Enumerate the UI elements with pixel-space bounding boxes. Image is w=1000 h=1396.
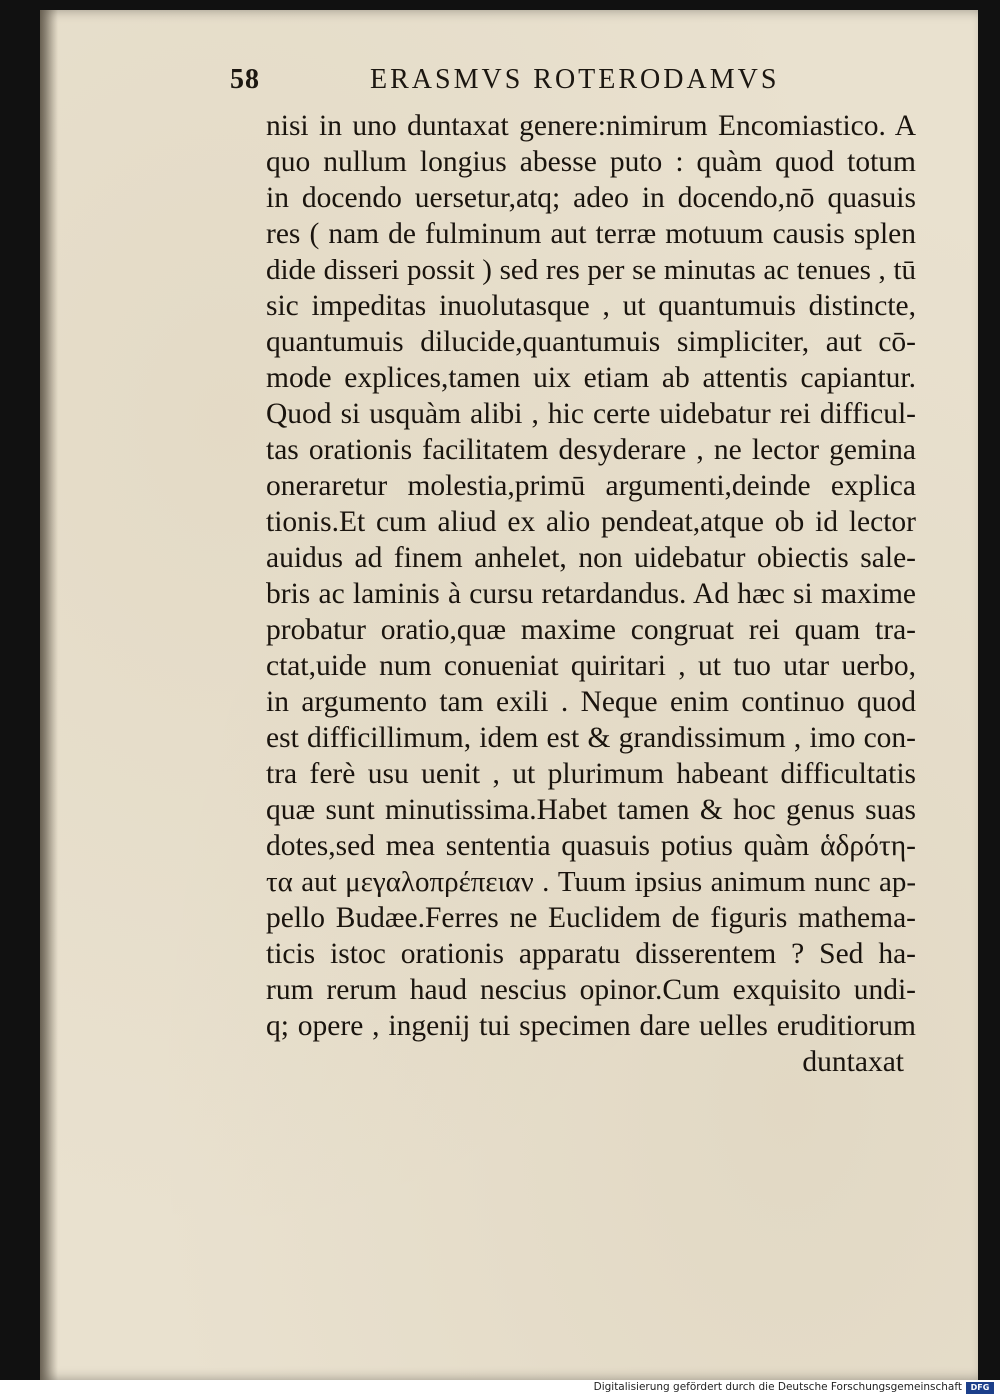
- page-number: 58: [230, 64, 260, 95]
- text-line: oneraretur molestia,primū argumenti,deinde explica: [266, 470, 916, 502]
- text-line: pello Budæe.Ferres ne Euclidem de figuris mathema-: [266, 902, 916, 934]
- text-line: nisi in uno duntaxat genere:nimirum Encomiastico. A: [266, 110, 916, 142]
- text-line: tionis.Et cum aliud ex alio pendeat,atque ob id lector: [266, 506, 916, 538]
- body-text: [266, 108, 916, 1080]
- text-line: quo nullum longius abesse puto : quàm quod totum: [266, 146, 916, 178]
- gutter-shadow: [40, 10, 58, 1380]
- text-line: ticis istoc orationis apparatu disserentem ? Sed ha-: [266, 938, 916, 970]
- text-line: rum rerum haud nescius opinor.Cum exquisito undi-: [266, 974, 916, 1006]
- page-header: [230, 64, 910, 104]
- text-line: dotes,sed mea sententia quasuis potius quàm ἁδρότη-: [266, 830, 916, 862]
- text-line: sic impeditas inuolutasque , ut quantumuis distincte,: [266, 290, 916, 322]
- text-line: τα aut μεγαλοπρέπειαν . Tuum ipsius animum nunc ap-: [266, 866, 916, 898]
- text-line: probatur oratio,quæ maxime congruat rei quam tra-: [266, 614, 916, 646]
- text-line: q; opere , ingenij tui specimen dare uelles eruditiorum: [266, 1010, 916, 1042]
- text-line: mode explices,tamen uix etiam ab attentis capiantur.: [266, 362, 916, 394]
- text-line: tra ferè usu uenit , ut plurimum habeant difficultatis: [266, 758, 916, 790]
- text-line: dide disseri possit ) sed res per se minutas ac tenues , tū: [266, 254, 916, 286]
- text-line: Quod si usquàm alibi , hic certe uidebatur rei difficul-: [266, 398, 916, 430]
- text-line: in docendo uersetur,atq; adeo in docendo,nō quasuis: [266, 182, 916, 214]
- text-line: auidus ad finem anhelet, non uidebatur obiectis sale-: [266, 542, 916, 574]
- dfg-logo: DFG: [966, 1382, 994, 1394]
- text-line: res ( nam de fulminum aut terræ motuum causis splen: [266, 218, 916, 250]
- text-line: est difficillimum, idem est & grandissimum , imo con-: [266, 722, 916, 754]
- text-line: tas orationis facilitatem desyderare , ne lector gemina: [266, 434, 916, 466]
- footer: [0, 1380, 1000, 1396]
- footer-credit: Digitalisierung gefördert durch die Deutsche Forschungsgemeinschaft: [593, 1381, 962, 1393]
- text-line: quæ sunt minutissima.Habet tamen & hoc genus suas: [266, 794, 916, 826]
- text-line: ctat,uide num conueniat quiritari , ut tuo utar uerbo,: [266, 650, 916, 682]
- text-line: bris ac laminis à cursu retardandus. Ad hæc si maxime: [266, 578, 916, 610]
- text-line: in argumento tam exili . Neque enim continuo quod: [266, 686, 916, 718]
- catchword: duntaxat: [802, 1046, 904, 1078]
- running-head: ERASMVS ROTERODAMVS: [370, 64, 780, 95]
- text-line: quantumuis dilucide,quantumuis simpliciter, aut cō-: [266, 326, 916, 358]
